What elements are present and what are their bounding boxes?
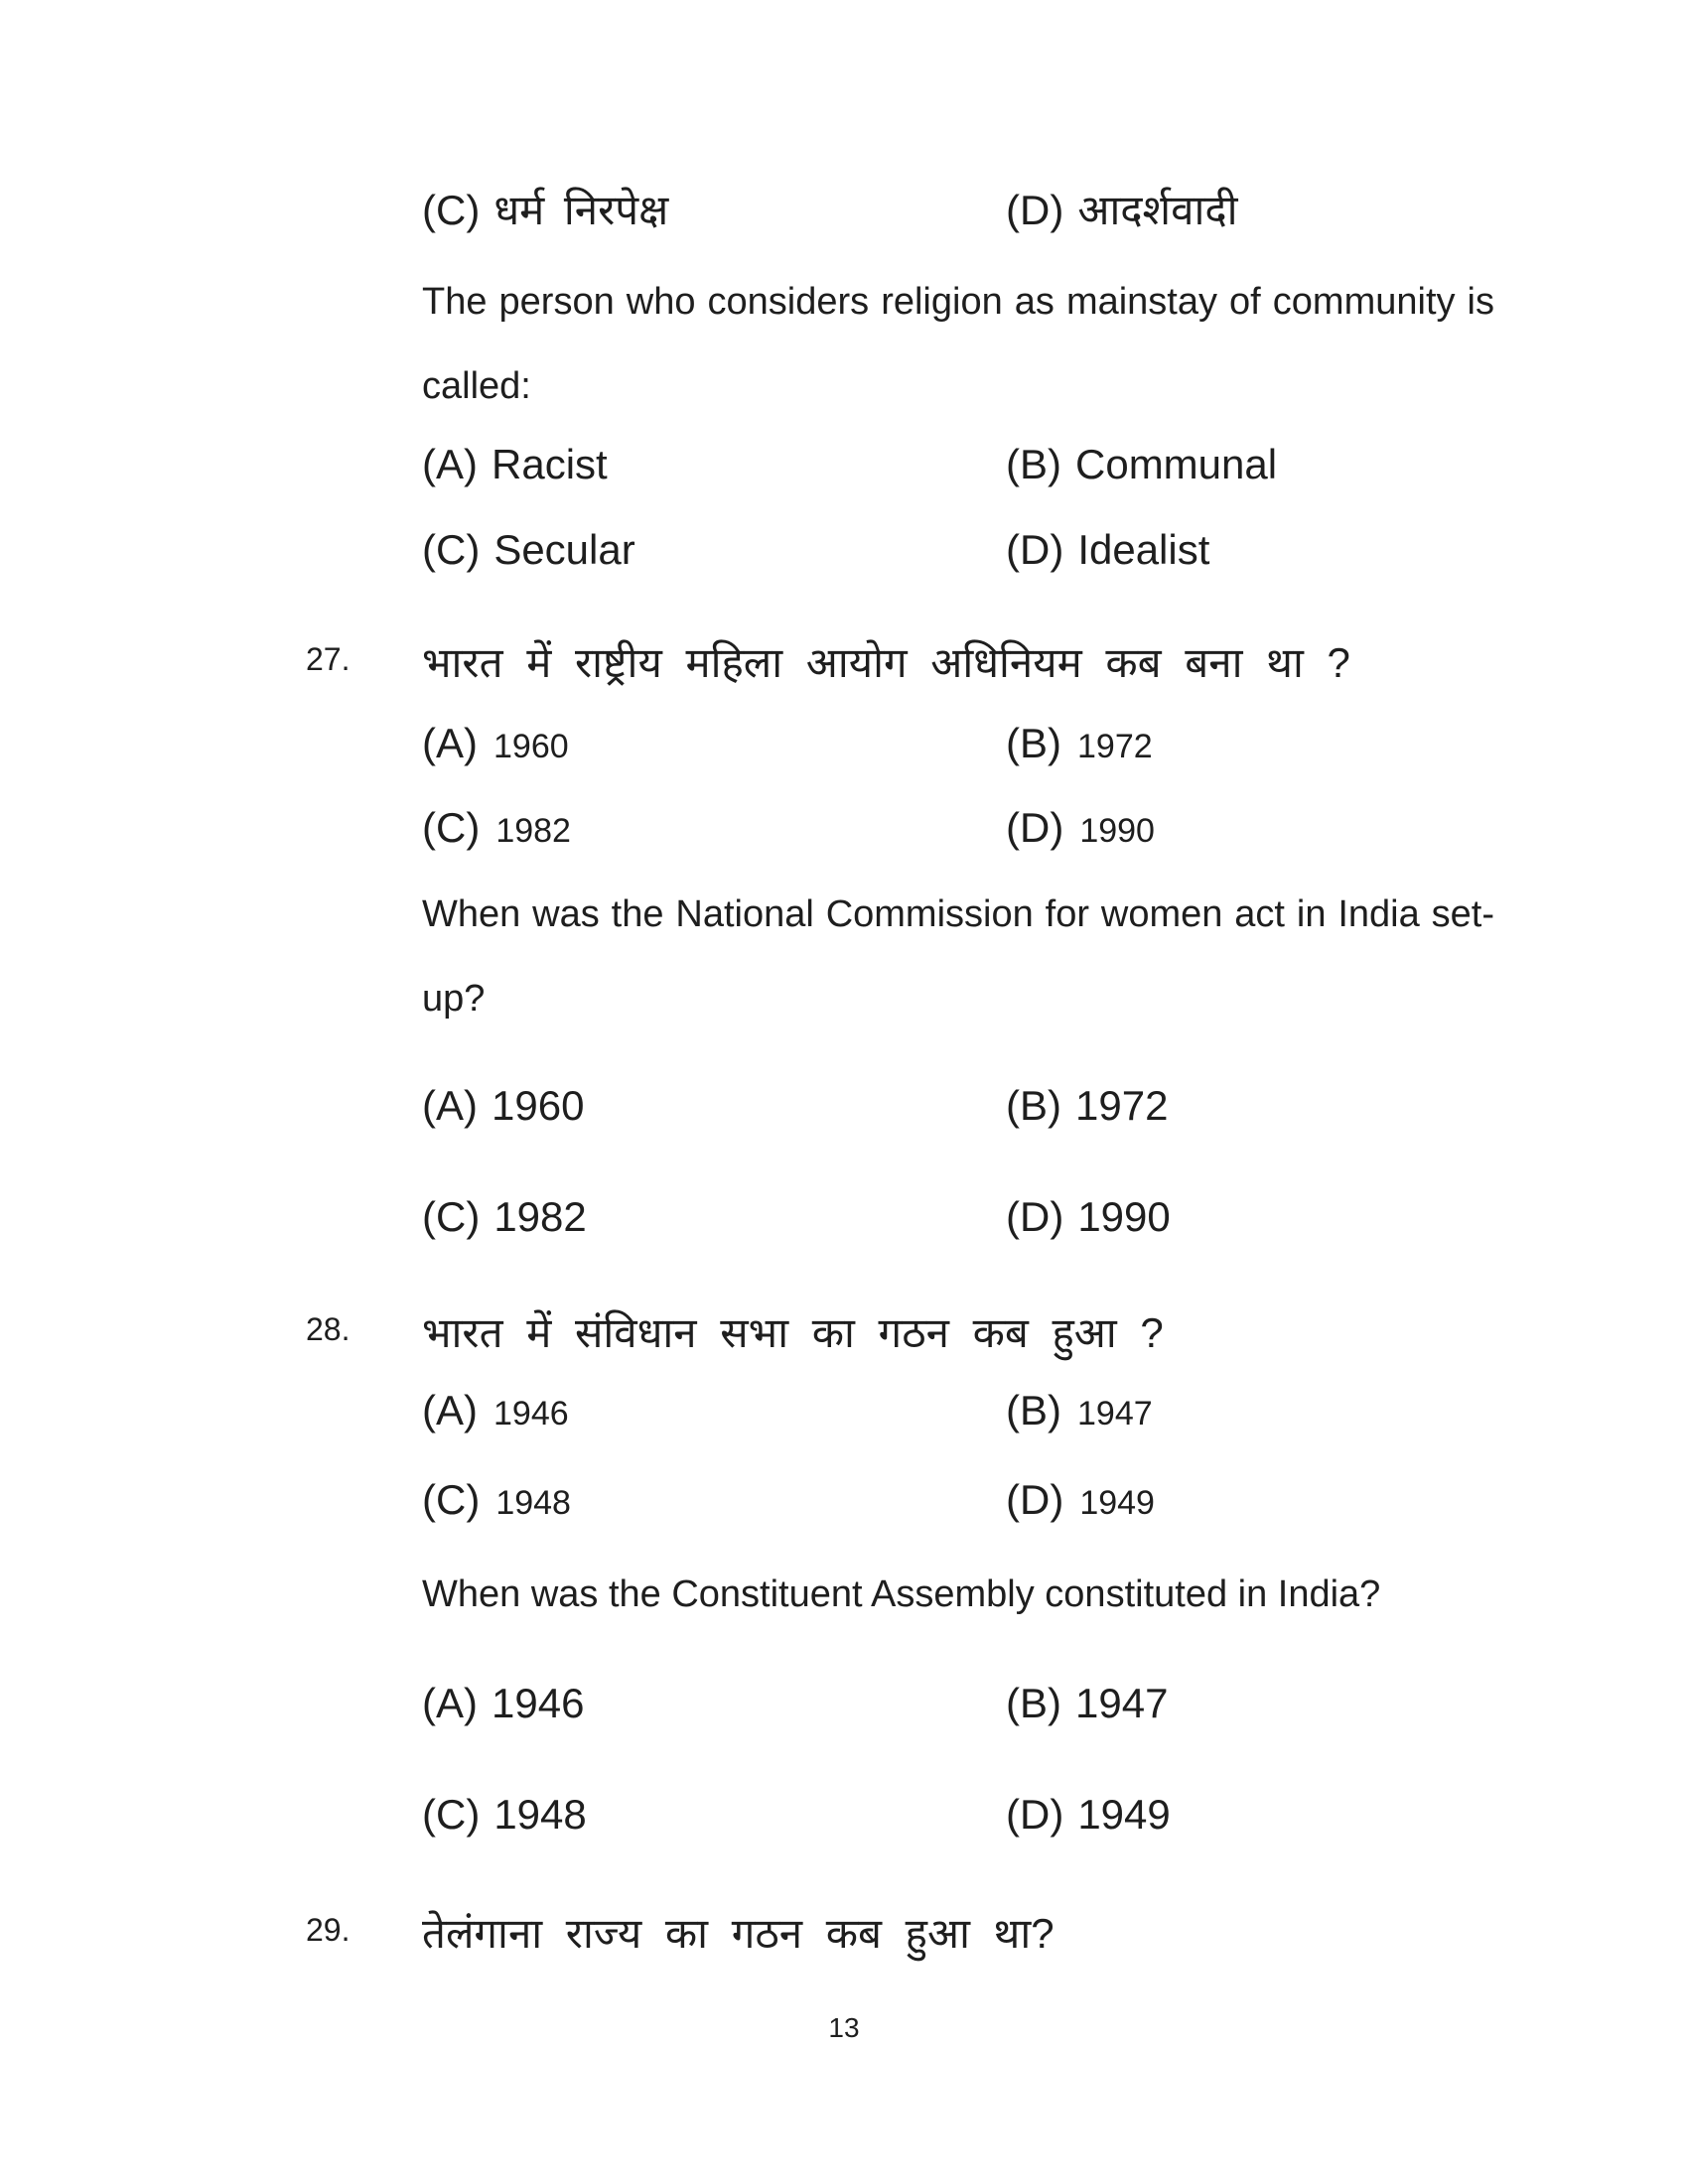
option-label: (B) — [1006, 1680, 1061, 1726]
q28-english-options-row-1 — [422, 1680, 1494, 1739]
q26-english-options-row-2 — [422, 526, 1494, 586]
option-label: (D) — [1006, 804, 1064, 851]
option-text: Communal — [1075, 441, 1278, 487]
option-label: (B) — [1006, 441, 1061, 487]
option-text: 1948 — [495, 1484, 571, 1522]
option-text: 1960 — [493, 728, 569, 765]
option-label: (A) — [422, 1680, 478, 1726]
q28-english-options-row-2 — [422, 1791, 1494, 1850]
option-label: (C) — [422, 187, 481, 233]
q26-hindi-option-d — [1006, 181, 1238, 237]
q28-hindi-option-a — [422, 1387, 569, 1434]
option-text: 1960 — [492, 1082, 585, 1129]
option-text: 1949 — [1079, 1484, 1155, 1522]
option-text: आदर्शवादी — [1077, 187, 1238, 233]
q28-english-option-d — [1006, 1791, 1171, 1839]
q27-hindi-options-row-1 — [422, 720, 1494, 779]
q28-hindi-option-b — [1006, 1387, 1153, 1434]
option-text: 1947 — [1077, 1395, 1153, 1433]
option-text: 1946 — [492, 1680, 585, 1726]
option-label: (D) — [1006, 526, 1064, 573]
q27-english-option-d — [1006, 1193, 1171, 1241]
q27-english-option-b — [1006, 1082, 1168, 1130]
option-label: (C) — [422, 526, 481, 573]
q27-english-options-row-1 — [422, 1082, 1494, 1142]
option-text: Secular — [493, 526, 635, 573]
question-number: 29. — [306, 1912, 351, 1948]
option-label: (C) — [422, 1193, 481, 1240]
q27-heading — [0, 633, 1688, 693]
page-number: 13 — [828, 2012, 860, 2043]
option-label: (C) — [422, 1476, 481, 1523]
q28-english-option-c — [422, 1791, 587, 1839]
option-label: (A) — [422, 1387, 478, 1433]
option-label: (D) — [1006, 1193, 1064, 1240]
option-label: (A) — [422, 441, 478, 487]
option-label: (A) — [422, 720, 478, 766]
option-label: (A) — [422, 1082, 478, 1129]
option-label: (C) — [422, 1791, 481, 1838]
option-text: 1948 — [493, 1791, 587, 1838]
question-number: 27. — [306, 641, 351, 677]
q26-hindi-option-c — [422, 181, 668, 237]
question-text-hindi: भारत में संविधान सभा का गठन कब हुआ ? — [422, 1309, 1164, 1356]
question-number: 28. — [306, 1311, 351, 1347]
q27-english-options-row-2 — [422, 1193, 1494, 1253]
q28-english-option-a — [422, 1680, 584, 1727]
q26-english-options-row-1 — [422, 441, 1494, 500]
option-text: 1982 — [495, 812, 571, 850]
option-label: (B) — [1006, 1387, 1061, 1433]
option-text: Idealist — [1077, 526, 1210, 573]
q28-heading — [0, 1303, 1688, 1363]
q29-heading — [0, 1904, 1688, 1964]
question-text-hindi: तेलंगाना राज्य का गठन कब हुआ था? — [422, 1910, 1055, 1957]
option-label: (B) — [1006, 1082, 1061, 1129]
q26-hindi-options-row-2 — [422, 181, 1494, 240]
q28-hindi-option-d — [1006, 1476, 1155, 1524]
option-text: 1990 — [1077, 1193, 1171, 1240]
option-text: Racist — [492, 441, 608, 487]
q27-hindi-option-d — [1006, 804, 1155, 852]
q26-english-option-d — [1006, 526, 1209, 574]
q27-english-option-a — [422, 1082, 584, 1130]
q28-english-option-b — [1006, 1680, 1168, 1727]
option-label: (D) — [1006, 1476, 1064, 1523]
q27-hindi-option-c — [422, 804, 571, 852]
option-text: 1947 — [1075, 1680, 1169, 1726]
q26-english-option-c — [422, 526, 635, 574]
option-text: 1990 — [1079, 812, 1155, 850]
q27-english-question: When was the National Commission for women act in India set-up? — [422, 893, 1494, 1020]
option-text: 1982 — [493, 1193, 587, 1240]
q28-english-question: When was the Constituent Assembly constituted in India? — [422, 1573, 1381, 1615]
option-label: (C) — [422, 804, 481, 851]
option-text: 1949 — [1077, 1791, 1171, 1838]
option-label: (D) — [1006, 187, 1064, 233]
option-text: 1972 — [1077, 728, 1153, 765]
q27-hindi-options-row-2 — [422, 804, 1494, 864]
question-text-hindi: भारत में राष्ट्रीय महिला आयोग अधिनियम कब बना था ? — [422, 639, 1350, 686]
option-text: धर्म निरपेक्ष — [493, 187, 669, 233]
option-text: 1972 — [1075, 1082, 1169, 1129]
q27-english-option-c — [422, 1193, 587, 1241]
option-text: 1946 — [493, 1395, 569, 1433]
option-label: (B) — [1006, 720, 1061, 766]
q28-hindi-option-c — [422, 1476, 571, 1524]
q26-english-option-a — [422, 441, 608, 488]
q26-english-option-b — [1006, 441, 1277, 488]
q28-hindi-options-row-2 — [422, 1476, 1494, 1536]
q27-hindi-option-a — [422, 720, 569, 767]
q26-english-question: The person who considers religion as mainstay of community is called: — [422, 281, 1494, 407]
option-label: (D) — [1006, 1791, 1064, 1838]
q27-hindi-option-b — [1006, 720, 1153, 767]
q28-hindi-options-row-1 — [422, 1387, 1494, 1446]
